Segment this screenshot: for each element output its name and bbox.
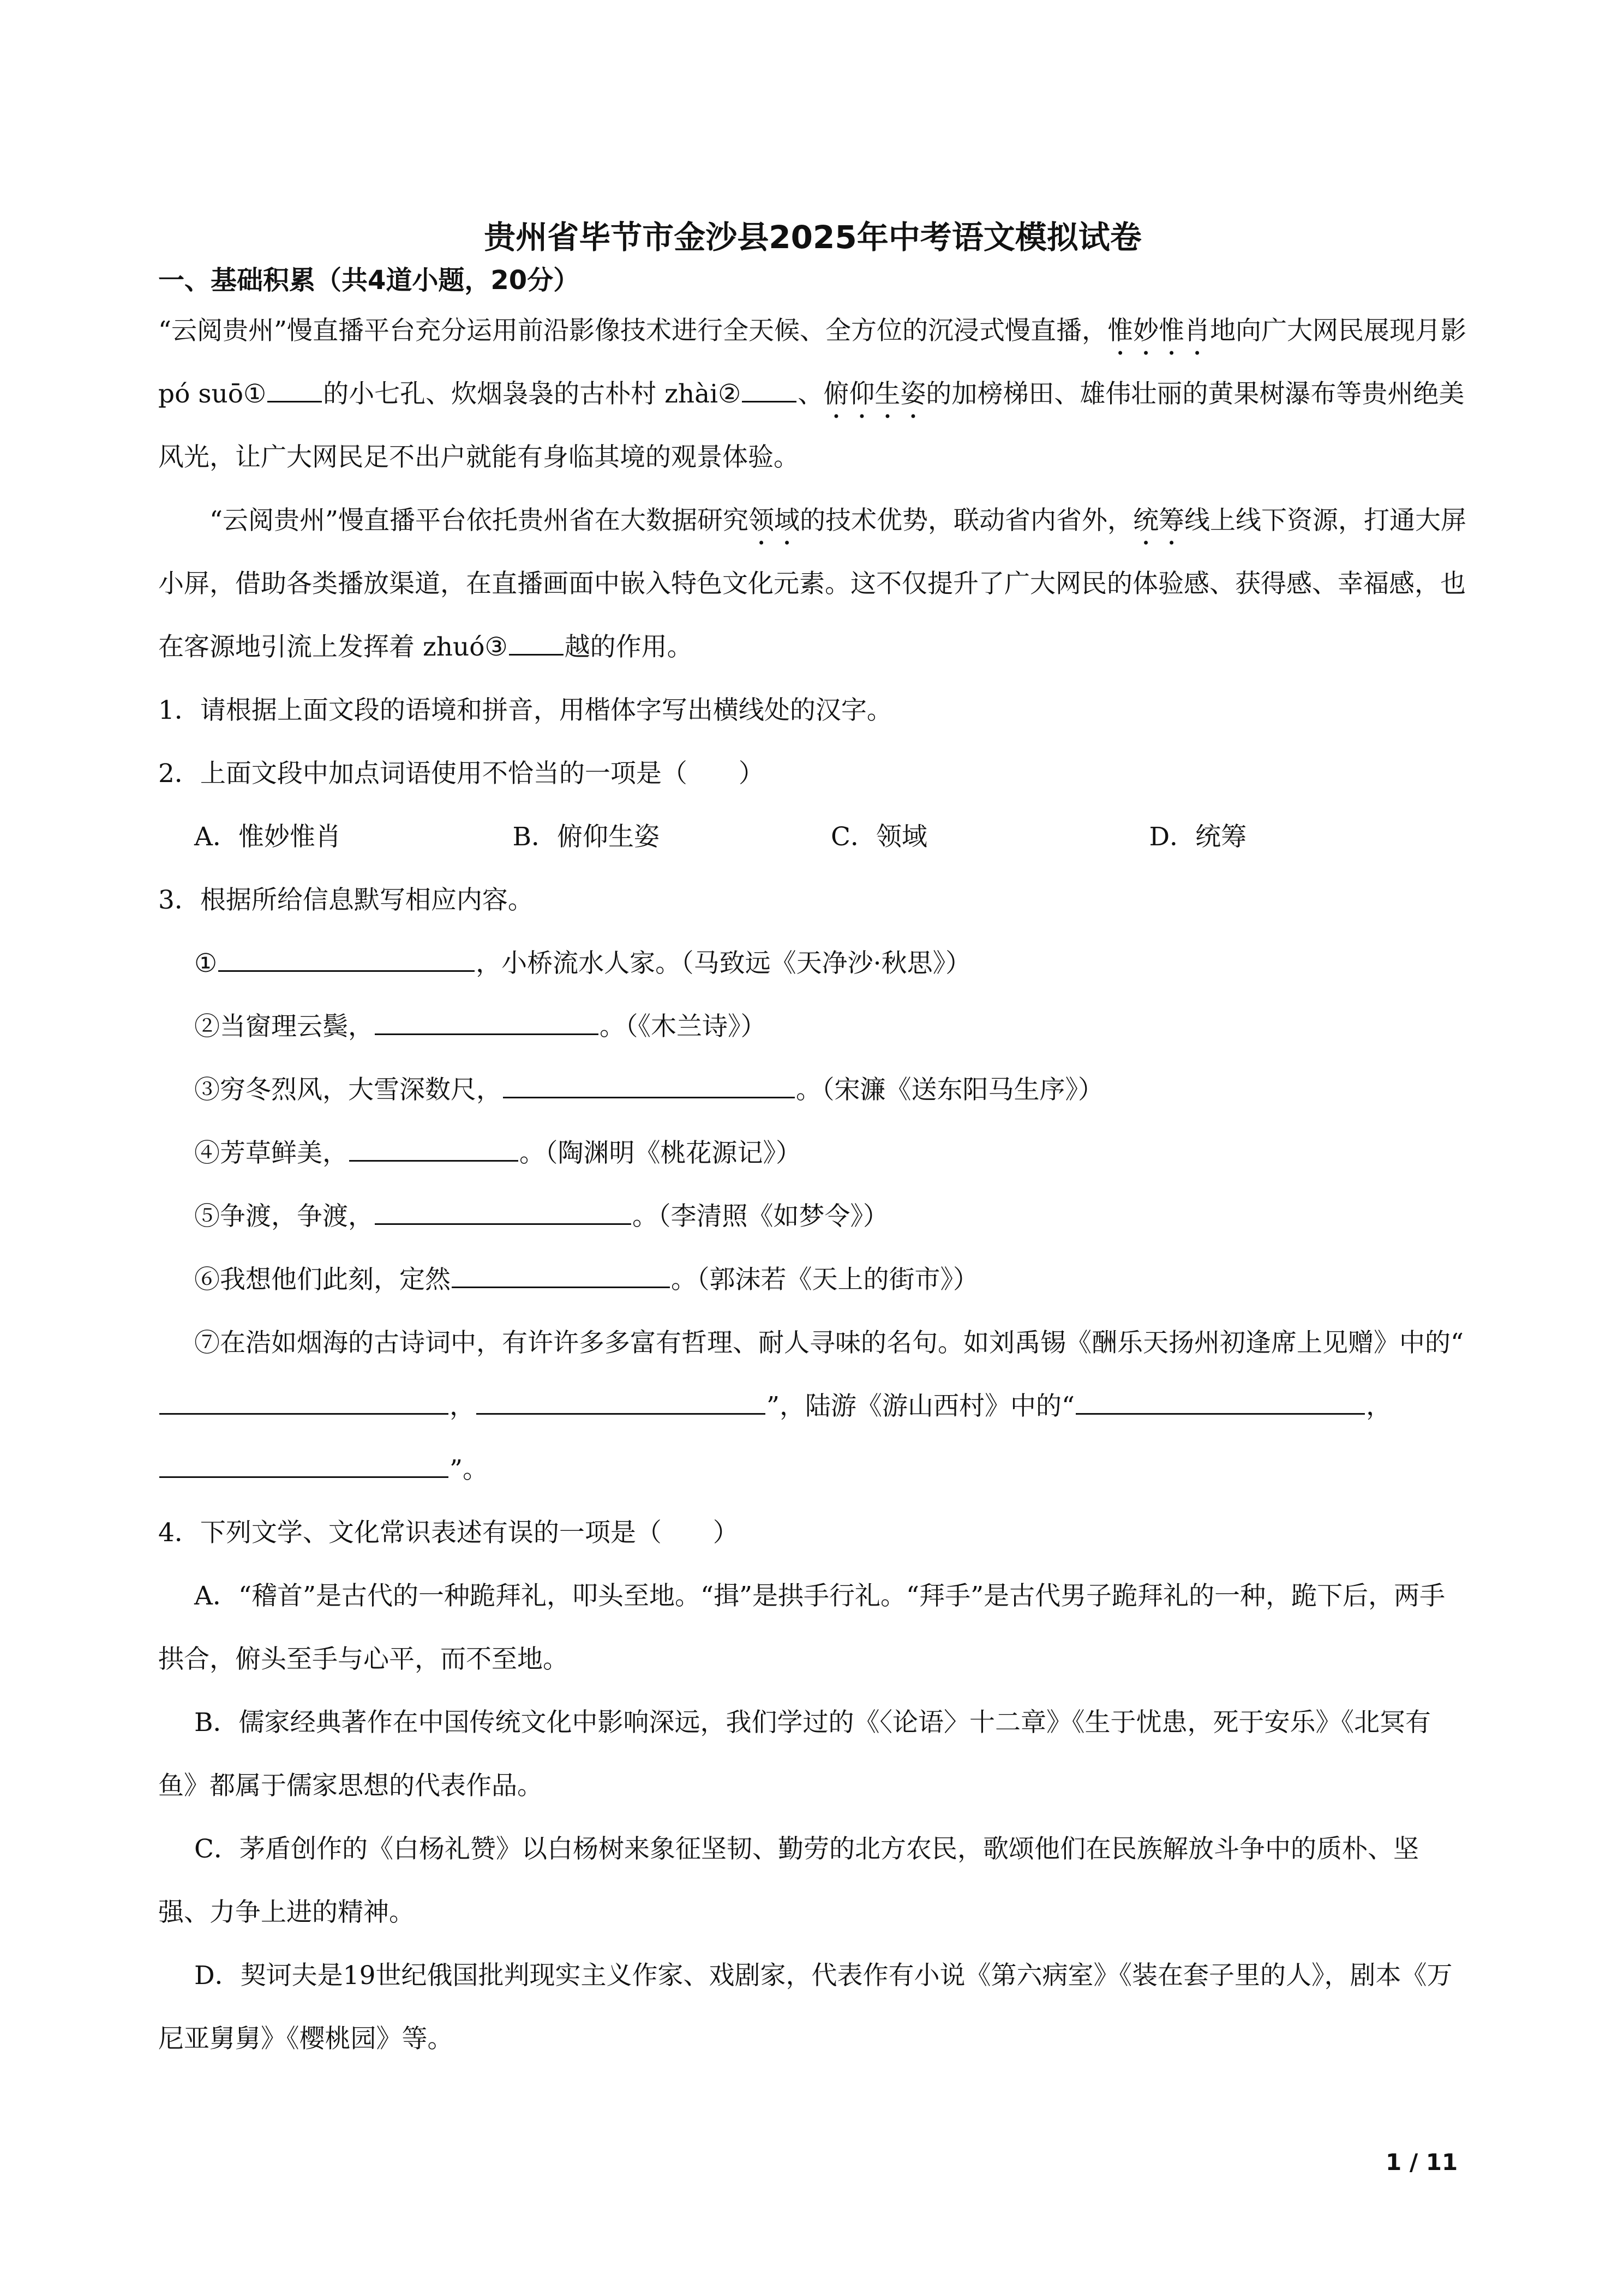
text-run: ”，陆游《游山西村》中的“	[766, 1391, 1075, 1421]
option-a[interactable]: A．惟妙惟肖	[194, 822, 341, 852]
text-run: 的加榜梯田、雄伟壮丽的黄果树瀑布等贵州绝美风光，让广大网民足不出户就能有身临其境的观景体验。	[158, 379, 1465, 472]
text-run: ⑤争渡，争渡，	[194, 1201, 374, 1231]
question-2-options	[158, 806, 1467, 869]
fill-blank[interactable]	[375, 1012, 598, 1035]
page-number: 1 / 11	[1386, 2149, 1458, 2175]
fill-blank[interactable]	[218, 948, 475, 972]
text-run: 的技术优势，联动省内省外，	[800, 506, 1134, 536]
fill-blank[interactable]	[375, 1201, 631, 1225]
fill-blank[interactable]	[267, 379, 322, 402]
text-run: 线上线下资源，打通大屏小屏，借助各类播放渠道，在直播画面中嵌入特色文化元素。这不仅提升了广大网民的体验感、获得感、幸福感，也在客源地引流上发挥着 zhuó③	[158, 506, 1467, 662]
text-run: 。（宋濂《送东阳马生序》）	[796, 1075, 1104, 1105]
dotted-word: 统筹	[1133, 506, 1185, 536]
section-heading-basics: 一、基础积累（共4道小题，20分）	[158, 265, 580, 296]
option-d[interactable]: D．契诃夫是19世纪俄国批判现实主义作家、戏剧家，代表作有小说《第六病室》《装在套子里的人》，剧本《万尼亚舅舅》《樱桃园》等。	[158, 1961, 1453, 2054]
dotted-word: 俯仰生姿	[823, 379, 926, 409]
fill-blank[interactable]	[159, 1391, 448, 1415]
text-run: ⑦在浩如烟海的古诗词中，有许许多多富有哲理、耐人寻味的名句。如刘禹锡《酬乐天扬州初逢席上见赠》中的“	[194, 1328, 1464, 1358]
fill-blank[interactable]	[503, 1075, 795, 1098]
text-run: 。（李清照《如梦令》）	[632, 1201, 889, 1231]
option-c[interactable]: C．茅盾创作的《白杨礼赞》以白杨树来象征坚韧、勤劳的北方农民，歌颂他们在民族解放斗争中的质朴、坚强、力争上进的精神。	[158, 1834, 1419, 1927]
recite-item-5	[158, 1185, 1467, 1248]
text-run: “云阅贵州”慢直播平台充分运用前沿影像技术进行全天候、全方位的沉浸式慢直播，	[158, 316, 1108, 346]
text-run: ，	[450, 1391, 475, 1421]
text-run: ②当窗理云鬓，	[194, 1012, 374, 1042]
question-4: 4．下列文学、文化常识表述有误的一项是（ ）	[158, 1518, 739, 1548]
option-b[interactable]: B．儒家经典著作在中国传统文化中影响深远，我们学过的《〈论语〉十二章》《生于忧患，死于安乐》《北冥有鱼》都属于儒家思想的代表作品。	[158, 1708, 1431, 1801]
passage-paragraph-2	[158, 489, 1467, 679]
option-c[interactable]: C．领域	[831, 822, 927, 852]
fill-blank[interactable]	[452, 1265, 670, 1288]
text-run: ⑥我想他们此刻，定然	[194, 1265, 451, 1295]
dotted-word: 惟妙惟肖	[1107, 316, 1210, 346]
text-run: 。（郭沫若《天上的街市》）	[671, 1265, 979, 1295]
question-3: 3．根据所给信息默写相应内容。	[158, 885, 534, 915]
text-run: ，小桥流水人家。（马致远《天净沙·秋思》）	[476, 948, 972, 978]
text-run: 、	[798, 379, 824, 409]
fill-blank[interactable]	[476, 1391, 765, 1415]
fill-blank[interactable]	[349, 1138, 518, 1162]
fill-blank[interactable]	[1076, 1391, 1365, 1415]
recite-item-7	[158, 1312, 1467, 1501]
question-2: 2．上面文段中加点词语使用不恰当的一项是（ ）	[158, 759, 764, 789]
option-a[interactable]: A．“稽首”是古代的一种跪拜礼，叩头至地。“揖”是拱手行礼。“拜手”是古代男子跪拜礼的一种，跪下后，两手拱合，俯头至手与心平，而不至地。	[158, 1581, 1446, 1674]
text-run: 地向广大网民展现月影 pó suō①	[158, 316, 1467, 409]
dotted-word: 领域	[748, 506, 800, 536]
text-run: ①	[194, 948, 218, 978]
fill-blank[interactable]	[509, 632, 564, 656]
option-b[interactable]: B．俯仰生姿	[512, 822, 660, 852]
text-run: ”。	[450, 1454, 489, 1484]
text-run: 。（《木兰诗》）	[600, 1012, 766, 1042]
recite-item-4	[158, 1122, 1467, 1185]
text-run: 的小七孔、炊烟袅袅的古朴村 zhài②	[323, 379, 741, 409]
text-run: 越的作用。	[564, 632, 693, 662]
fill-blank[interactable]	[159, 1454, 448, 1478]
question-1: 1．请根据上面文段的语境和拼音，用楷体字写出横线处的汉字。	[158, 695, 892, 725]
text-run: ③穷冬烈风，大雪深数尺，	[194, 1075, 502, 1105]
page-title: 贵州省毕节市金沙县2025年中考语文模拟试卷	[484, 219, 1142, 256]
text-run: ，	[1366, 1391, 1392, 1421]
passage-paragraph-1	[158, 299, 1467, 489]
text-run: ④芳草鲜美，	[194, 1138, 348, 1168]
recite-item-2	[158, 995, 1467, 1059]
text-run: “云阅贵州”慢直播平台依托贵州省在大数据研究	[209, 506, 749, 536]
page-content	[158, 215, 1467, 2071]
fill-blank[interactable]	[742, 379, 796, 402]
option-d[interactable]: D．统筹	[1149, 822, 1247, 852]
recite-item-1	[158, 932, 1467, 995]
text-run: 。（陶渊明《桃花源记》）	[519, 1138, 801, 1168]
recite-item-3	[158, 1059, 1467, 1122]
recite-item-6	[158, 1248, 1467, 1312]
